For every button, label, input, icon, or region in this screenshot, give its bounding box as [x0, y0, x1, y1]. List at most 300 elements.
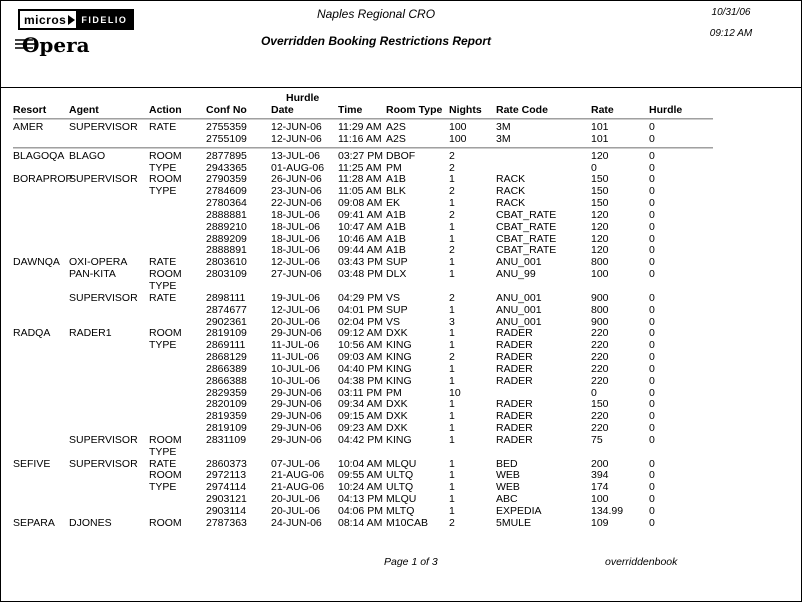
- cell: [149, 134, 206, 146]
- report-id: overriddenbook: [605, 556, 678, 568]
- cell: [69, 376, 149, 388]
- cell: 2: [449, 516, 455, 529]
- cell: 29-JUN-06: [271, 422, 322, 435]
- cell: 2974114: [206, 481, 247, 494]
- table-row: [13, 222, 713, 234]
- cell: WEB: [496, 481, 520, 494]
- cell: [69, 234, 149, 246]
- cell: 2868129: [206, 351, 247, 364]
- cell: SEPARA: [13, 516, 55, 529]
- cell: 03:43 PM: [338, 256, 383, 269]
- cell: [149, 210, 206, 222]
- cell: KING: [386, 339, 412, 352]
- cell: [149, 198, 206, 210]
- cell: A1B: [386, 232, 406, 245]
- cell: PM: [386, 161, 402, 174]
- cell: 1: [449, 374, 455, 387]
- cell: ULTQ: [386, 469, 414, 482]
- cell: 29-JUN-06: [271, 398, 322, 411]
- cell: [69, 222, 149, 234]
- micros-logo-text: micros: [20, 11, 67, 28]
- cell: DXK: [386, 410, 408, 423]
- cell: RADER1: [69, 327, 112, 340]
- cell: 3M: [496, 121, 511, 133]
- cell: [496, 447, 591, 459]
- cell: CBAT_RATE: [496, 244, 557, 257]
- cell: KING: [386, 362, 412, 375]
- cell: [13, 281, 69, 293]
- cell: 2790359: [206, 173, 247, 186]
- cell: [13, 210, 69, 222]
- cell: [496, 151, 591, 163]
- cell: ANU_001: [496, 303, 542, 316]
- report-date: 10/31/06: [711, 7, 751, 18]
- cell: A1B: [386, 208, 406, 221]
- cell: 800: [591, 303, 609, 316]
- cell: 29-JUN-06: [271, 433, 322, 446]
- cell: RATE: [149, 457, 177, 470]
- cell: 1: [449, 232, 455, 245]
- cell: DXK: [386, 422, 408, 435]
- cell: 11-JUL-06: [271, 339, 320, 352]
- cell: 29-JUN-06: [271, 327, 322, 340]
- group-separator: [13, 147, 713, 149]
- cell: 09:55 AM: [338, 469, 383, 482]
- cell: 0: [649, 362, 655, 375]
- cell: KING: [386, 351, 412, 364]
- cell: 0: [649, 433, 655, 446]
- cell: [149, 494, 206, 506]
- cell: [13, 482, 69, 494]
- cell: 11-JUL-06: [271, 351, 320, 364]
- cell: 0: [649, 315, 655, 328]
- cell: [13, 293, 69, 305]
- cell: 18-JUL-06: [271, 244, 321, 257]
- cell: MLQU: [386, 493, 417, 506]
- cell: 2: [449, 161, 455, 174]
- cell: 2: [449, 351, 455, 364]
- cell: DAWNQA: [13, 256, 60, 269]
- cell: 0: [649, 291, 655, 304]
- cell: 0: [649, 197, 655, 210]
- cell: [13, 399, 69, 411]
- cell: 2829359: [206, 386, 247, 399]
- cell: 09:41 AM: [338, 208, 383, 221]
- cell: RADER: [496, 374, 533, 387]
- cell: [13, 134, 69, 146]
- cell: VS: [386, 315, 401, 328]
- cell: ABC: [496, 493, 518, 506]
- cell: ROOM: [149, 327, 182, 340]
- cell: 101: [591, 132, 609, 145]
- cell: [149, 364, 206, 376]
- cell: 22-JUN-06: [271, 197, 322, 210]
- cell: 2819359: [206, 410, 247, 423]
- table-row: [13, 210, 713, 222]
- cell: [69, 447, 149, 459]
- cell: 2803610: [206, 256, 247, 269]
- table-body: [13, 122, 713, 530]
- cell: PAN-KITA: [69, 268, 116, 281]
- cell: 2889209: [206, 232, 247, 245]
- cell: BLK: [386, 185, 406, 198]
- header-underline: [13, 118, 713, 120]
- cell: 101: [591, 121, 609, 133]
- page-number: Page 1 of 3: [384, 556, 438, 568]
- cell: RACK: [496, 185, 526, 198]
- cell: 26-JUN-06: [271, 173, 322, 186]
- cell: [69, 340, 149, 352]
- cell: 2860373: [206, 457, 247, 470]
- cell: 10:46 AM: [338, 232, 383, 245]
- cell: 220: [591, 410, 609, 423]
- cell: 11:16 AM: [338, 132, 382, 145]
- cell: 04:06 PM: [338, 505, 383, 517]
- cell: 2820109: [206, 398, 247, 411]
- cell: 100: [591, 493, 609, 506]
- cell: 21-AUG-06: [271, 469, 325, 482]
- cell: TYPE: [149, 339, 177, 352]
- cell: 1: [449, 268, 455, 281]
- column-header: Rate Code: [496, 104, 548, 116]
- cell: 1: [449, 469, 455, 482]
- cell: 11:28 AM: [338, 173, 382, 186]
- cell: 20-JUL-06: [271, 505, 321, 517]
- cell: 0: [649, 149, 655, 162]
- cell: 2: [449, 185, 455, 198]
- cell: [149, 399, 206, 411]
- cell: 0: [591, 386, 597, 399]
- report-subtitle: Overridden Booking Restrictions Report: [260, 34, 492, 48]
- cell: 04:29 PM: [338, 291, 383, 304]
- cell: 1: [449, 493, 455, 506]
- column-header: Time: [338, 104, 363, 116]
- column-header: Hurdle: [649, 104, 683, 116]
- cell: DXK: [386, 398, 408, 411]
- cell: 04:01 PM: [338, 303, 383, 316]
- cell: 1: [449, 173, 455, 186]
- cell: RACK: [496, 173, 526, 186]
- cell: DLX: [386, 268, 407, 281]
- cell: ANU_99: [496, 268, 536, 281]
- cell: 2877895: [206, 149, 247, 162]
- cell: 1: [449, 410, 455, 423]
- cell: [13, 447, 69, 459]
- cell: ROOM: [149, 516, 182, 529]
- cell: 09:03 AM: [338, 351, 383, 364]
- cell: ROOM: [149, 149, 182, 162]
- cell: [386, 447, 449, 459]
- cell: TYPE: [149, 445, 177, 458]
- table-row: [13, 376, 713, 388]
- cell: 12-JUL-06: [271, 256, 321, 269]
- cell: 12-JUL-06: [271, 303, 321, 316]
- cell: SUPERVISOR: [69, 173, 138, 186]
- cell: [13, 388, 69, 400]
- cell: 2903114: [206, 505, 247, 517]
- cell: 1: [449, 220, 455, 233]
- cell: [649, 447, 713, 459]
- cell: 2888881: [206, 208, 247, 221]
- cell: 1: [449, 457, 455, 470]
- cell: [13, 269, 69, 281]
- table-row: [13, 364, 713, 376]
- cell: 150: [591, 173, 609, 186]
- cell: 1: [449, 362, 455, 375]
- cell: [13, 234, 69, 246]
- cell: 5MULE: [496, 516, 532, 529]
- cell: 3M: [496, 132, 511, 145]
- cell: 18-JUL-06: [271, 220, 321, 233]
- cell: 100: [449, 132, 467, 145]
- cell: 1: [449, 505, 455, 517]
- cell: 0: [649, 410, 655, 423]
- cell: [13, 494, 69, 506]
- cell: [649, 281, 713, 293]
- cell: [13, 186, 69, 198]
- cell: 220: [591, 362, 609, 375]
- cell: 18-JUL-06: [271, 208, 321, 221]
- cell: 120: [591, 232, 609, 245]
- cell: RADQA: [13, 327, 51, 340]
- cell: 10:24 AM: [338, 481, 383, 494]
- cell: [69, 388, 149, 400]
- cell: OXI-OPERA: [69, 256, 128, 269]
- cell: [69, 352, 149, 364]
- cell: 0: [649, 481, 655, 494]
- cell: AMER: [13, 121, 44, 133]
- cell: [69, 494, 149, 506]
- cell: [13, 352, 69, 364]
- column-header: Action: [149, 104, 182, 116]
- cell: 2: [449, 149, 455, 162]
- cell: 2898111: [206, 291, 246, 304]
- cell: 1: [449, 422, 455, 435]
- cell: SUP: [386, 256, 408, 269]
- cell: TYPE: [149, 279, 177, 292]
- cell: [149, 376, 206, 388]
- cell: 09:23 AM: [338, 422, 383, 435]
- cell: 1: [449, 197, 455, 210]
- cell: A1B: [386, 220, 406, 233]
- cell: [13, 222, 69, 234]
- cell: 2803109: [206, 268, 247, 281]
- cell: 2: [449, 244, 455, 257]
- cell: 120: [591, 208, 609, 221]
- cell: 120: [591, 149, 609, 162]
- cell: SUP: [386, 303, 408, 316]
- cell: RACK: [496, 197, 526, 210]
- cell: 3: [449, 315, 455, 328]
- cell: 0: [649, 220, 655, 233]
- cell: M10CAB: [386, 516, 429, 529]
- cell: 04:42 PM: [338, 433, 383, 446]
- cell: 04:38 PM: [338, 374, 383, 387]
- cell: 120: [591, 244, 609, 257]
- cell: CBAT_RATE: [496, 220, 557, 233]
- cell: SUPERVISOR: [69, 433, 138, 446]
- cell: 2888891: [206, 244, 247, 257]
- cell: 2755359: [206, 121, 247, 133]
- cell: 10:04 AM: [338, 457, 383, 470]
- cell: 800: [591, 256, 609, 269]
- cell: A1B: [386, 244, 406, 257]
- cell: ANU_001: [496, 291, 542, 304]
- cell: 1: [449, 398, 455, 411]
- cell: 75: [591, 433, 603, 446]
- report-table: [13, 93, 713, 530]
- cell: 0: [649, 351, 655, 364]
- cell: ROOM: [149, 268, 182, 281]
- cell: 0: [649, 121, 655, 133]
- cell: RATE: [149, 121, 177, 133]
- cell: [591, 447, 649, 459]
- cell: ROOM: [149, 433, 182, 446]
- cell: [69, 134, 149, 146]
- cell: 0: [649, 505, 655, 517]
- cell: 394: [591, 469, 609, 482]
- cell: 03:48 PM: [338, 268, 383, 281]
- cell: 150: [591, 197, 609, 210]
- cell: 10-JUL-06: [271, 362, 321, 375]
- cell: 2787363: [206, 516, 247, 529]
- cell: TYPE: [149, 161, 177, 174]
- column-header: Room Type: [386, 104, 443, 116]
- cell: 0: [649, 516, 655, 529]
- cell: 100: [449, 121, 467, 133]
- table-row: [13, 447, 713, 459]
- cell: 0: [649, 469, 655, 482]
- cell: 0: [649, 457, 655, 470]
- cell: 2874677: [206, 303, 247, 316]
- cell: SUPERVISOR: [69, 457, 138, 470]
- cell: 29-JUN-06: [271, 386, 322, 399]
- cell: 0: [649, 422, 655, 435]
- cell: DBOF: [386, 149, 416, 162]
- cell: BED: [496, 457, 518, 470]
- cell: 220: [591, 339, 609, 352]
- cell: RADER: [496, 362, 533, 375]
- cell: [69, 364, 149, 376]
- cell: MLTQ: [386, 505, 415, 517]
- cell: [69, 470, 149, 482]
- cell: [449, 447, 496, 459]
- cell: RADER: [496, 433, 533, 446]
- cell: 1: [449, 433, 455, 446]
- cell: 10: [449, 386, 461, 399]
- table-header-row: [13, 104, 713, 117]
- cell: [69, 198, 149, 210]
- cell: EK: [386, 197, 401, 210]
- cell: [149, 234, 206, 246]
- cell: 29-JUN-06: [271, 410, 322, 423]
- cell: [69, 482, 149, 494]
- cell: SEFIVE: [13, 457, 51, 470]
- cell: 0: [649, 374, 655, 387]
- column-header: Rate: [591, 104, 614, 116]
- cell: 220: [591, 327, 609, 340]
- cell: 0: [649, 493, 655, 506]
- cell: [13, 364, 69, 376]
- cell: 09:15 AM: [338, 410, 383, 423]
- cell: 13-JUL-06: [271, 149, 321, 162]
- cell: 2819109: [206, 422, 247, 435]
- cell: 0: [649, 132, 655, 145]
- table-row: [13, 134, 713, 146]
- cell: [13, 305, 69, 317]
- cell: 0: [649, 244, 655, 257]
- cell: 109: [591, 516, 609, 529]
- header-divider: [1, 87, 801, 88]
- cell: 2943365: [206, 161, 247, 174]
- table-row: [13, 293, 713, 305]
- cell: BORAPROP: [13, 173, 73, 186]
- cell: A2S: [386, 132, 406, 145]
- cell: 2819109: [206, 327, 247, 340]
- cell: [13, 435, 69, 447]
- cell: 2780364: [206, 197, 247, 210]
- cell: 11:25 AM: [338, 161, 382, 174]
- cell: 120: [591, 220, 609, 233]
- cell: [206, 447, 271, 459]
- cell: [69, 399, 149, 411]
- cell: 134.99: [591, 505, 624, 517]
- cell: 2972113: [206, 469, 247, 482]
- cell: 2755109: [206, 132, 247, 145]
- cell: 20-JUL-06: [271, 493, 321, 506]
- cell: 2: [449, 208, 455, 221]
- cell: 0: [649, 327, 655, 340]
- cell: 24-JUN-06: [271, 516, 322, 529]
- cell: 0: [649, 185, 655, 198]
- cell: KING: [386, 374, 412, 387]
- cell: 04:40 PM: [338, 362, 383, 375]
- cell: 27-JUN-06: [271, 268, 322, 281]
- cell: 2: [449, 291, 455, 304]
- cell: 03:11 PM: [338, 386, 383, 399]
- cell: 200: [591, 457, 609, 470]
- cell: 0: [591, 161, 597, 174]
- cell: 21-AUG-06: [271, 481, 325, 494]
- cell: 1: [449, 481, 455, 494]
- cell: [149, 352, 206, 364]
- cell: [13, 470, 69, 482]
- cell: 11:29 AM: [338, 121, 382, 133]
- cell: A2S: [386, 121, 406, 133]
- cell: ANU_001: [496, 315, 542, 328]
- cell: 12-JUN-06: [271, 121, 322, 133]
- cell: 220: [591, 422, 609, 435]
- cell: 23-JUN-06: [271, 185, 322, 198]
- opera-logo-text: Opera: [22, 33, 90, 57]
- cell: [69, 411, 149, 423]
- cell: VS: [386, 291, 401, 304]
- cell: TYPE: [149, 185, 177, 198]
- cell: CBAT_RATE: [496, 232, 557, 245]
- cell: 2866388: [206, 374, 247, 387]
- cell: 09:34 AM: [338, 398, 383, 411]
- cell: 174: [591, 481, 609, 494]
- column-header: Resort: [13, 104, 47, 116]
- cell: 08:14 AM: [338, 516, 383, 529]
- cell: 900: [591, 291, 609, 304]
- cell: [13, 340, 69, 352]
- cell: 1: [449, 303, 455, 316]
- cell: 2889210: [206, 220, 247, 233]
- cell: 10:56 AM: [338, 339, 383, 352]
- cell: RATE: [149, 291, 177, 304]
- cell: 2866389: [206, 362, 247, 375]
